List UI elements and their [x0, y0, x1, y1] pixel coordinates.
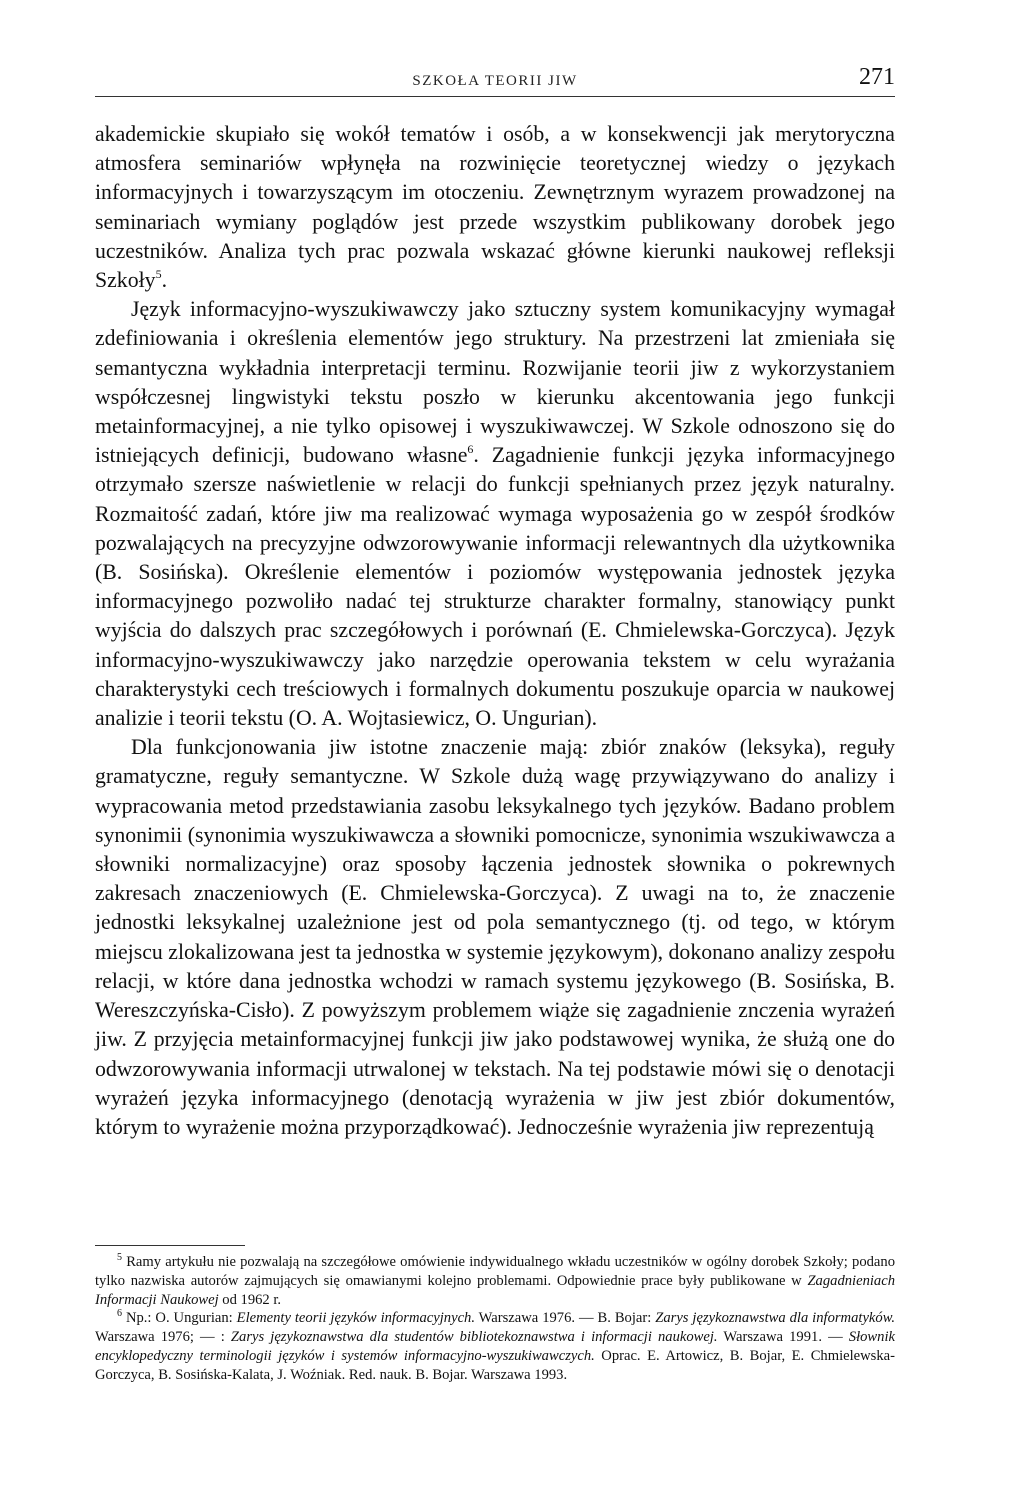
footnote-5-text-a: Ramy artykułu nie pozwalają na szczegółowe omówienie indywidualnego wkładu uczestników w ogólny dorobek Szkoły; podano tylko nazwiska autorów zajmujących się omawianymi kolejno problemami. Odpowiednie prace były publikowane w — [95, 1254, 895, 1289]
footnote-5-marker: 5 — [117, 1252, 122, 1263]
footnote-ref-6[interactable]: 6 — [467, 442, 474, 457]
footnote-5-title: Zagadnieniach Informacji Naukowej — [95, 1272, 895, 1308]
paragraph-1-text: akademickie skupiało się wokół tematów i osób, a w konsekwencji jak merytoryczna atmosfera seminariów wpłynęła na rozwinięcie teoretycznej wiedzy o językach informacyjnych i towarzyszącym im otoczeniu. Zewnętrznym wyrazem prowadzonej na seminariach wymiany poglądów jest przede wszystkim publikowany dorobek jego uczestników. Analiza tych prac pozwala wskazać główne kierunki naukowej refleksji Szkoły — [95, 122, 895, 293]
paragraph-1-end: . — [161, 268, 168, 293]
page-header — [95, 64, 895, 98]
footnote-6-e: Warszawa 1976; — : — [95, 1329, 231, 1346]
footnotes — [95, 1253, 895, 1385]
footnote-6 — [95, 1309, 895, 1384]
footnote-6-f: Zarys językoznawstwa dla studentów bibliotekoznawstwa i informacji naukowej. — [230, 1329, 718, 1346]
footnote-6-b: Elementy teorii języków informacyjnych. — [236, 1310, 475, 1327]
paragraph-1 — [95, 120, 895, 295]
paragraph-3: Dla funkcjonowania jiw istotne znaczenie mają: zbiór znaków (leksyka), reguły gramatyczne, reguły semantyczne. W Szkole dużą wagę przywiązywano do analizy i wypracowania metod przedstawiania zasobu leksykalnego tych języków. Badano problem synonimii (synonimia wyszukiwawcza a słowniki pomocnicze, synonimia wszukiwawcza a słowniki normalizacyjne) oraz sposoby łączenia jednostek słownika o pokrewnych zakresach znaczeniowych (E. Chmielewska-Gorczyca). Z uwagi na to, że znaczenie jednostki leksykalnej uzależnione jest od pola semantycznego (tj. od tego, w którym miejscu zlokalizowana jest ta jednostka w systemie językowym), dokonano analizy zespołu relacji, w które dana jednostka wchodzi w ramach systemu językowego (B. Sosińska, B. Wereszczyńska-Cisło). Z powyższym problemem wiąże się zagadnienie znczenia wyrażeń jiw. Z przyjęcia metainformacyjnej funkcji jiw jako podstawowej wynika, że służą one do odwzorowywania informacji utrwalonej w tekstach. Na tej podstawie mówi się o denotacji wyrażeń języka informacyjnego (denotacją wyrażenia w jiw jest zbiór dokumentów, którym to wyrażenie można przyporządkować). Jednocześnie wyrażenia jiw reprezentują — [95, 735, 895, 1139]
footnote-ref-5[interactable]: 5 — [155, 267, 162, 282]
paragraph-2 — [95, 295, 895, 733]
footnote-6-d: Zarys językoznawstwa dla informatyków. — [655, 1310, 895, 1327]
footnote-6-i: Oprac. E. Artowicz, B. Bojar, E. Chmielewska-Gorczyca, B. Sosińska-Kalata, J. Woźniak. Red. nauk. B. Bojar. Warszawa 1993. — [95, 1347, 895, 1383]
footnote-5 — [95, 1253, 895, 1309]
paragraph-2-text-b: . Zagadnienie funkcji języka informacyjnego otrzymało szersze naświetlenie w relacji do funkcji spełnianych przez język naturalny. Rozmaitość zadań, które jiw ma realizować wymaga wyposażenia go w zespół środków pozwalających na precyzyjne odwzorowywanie informacji relewantnych dla użytkownika (B. Sosińska). Określenie elementów i poziomów występowania jednostek języka informacyjnego pozwoliło nadać tej strukturze charakter formalny, stanowiący punkt wyjścia do dalszych prac szczegółowych i porównań (E. Chmielewska-Gorczyca). Język informacyjno-wyszukiwawczy jako narzędzie operowania tekstem w celu wyrażania charakterystyki cech treściowych i formalnych dokumentu poszukuje oparcia w naukowej analizie i teorii tekstu (O. A. Wojtasiewicz, O. Ungurian). — [95, 443, 896, 731]
paragraph-2-text-a: Język informacyjno-wyszukiwawczy jako sztuczny system komunikacyjny wymagał zdefiniowania i określenia elementów jego struktury. Na przestrzeni lat zmieniała się semantyczna wykładnia interpretacji terminu. Rozwijanie teorii jiw z wykorzystaniem współczesnej lingwistyki tekstu poszło w kierunku akcentowania jego funkcji metainformacyjnej, a nie tylko opisowej i wyszukiwawczej. W Szkole odnoszono się do istniejących definicji, budowano własne — [95, 297, 895, 468]
page-number: 271 — [859, 64, 895, 90]
footnote-6-g: Warszawa 1991. — — [717, 1329, 849, 1346]
footnote-6-marker: 6 — [117, 1308, 122, 1320]
footnote-5-text-b: od 1962 r. — [218, 1291, 282, 1308]
footnote-6-c: Warszawa 1976. — B. Bojar: — [475, 1310, 656, 1327]
header-rule — [95, 96, 895, 97]
footnote-6-a: Np.: O. Ungurian: — [125, 1310, 237, 1327]
body-text — [95, 120, 895, 1142]
running-head: SZKOŁA TEORII JIW — [412, 73, 578, 89]
footnote-6-h: Słownik encyklopedyczny terminologii języków i systemów informacyjno-wyszukiwawczych. — [95, 1329, 895, 1364]
footnote-separator — [95, 1245, 245, 1246]
